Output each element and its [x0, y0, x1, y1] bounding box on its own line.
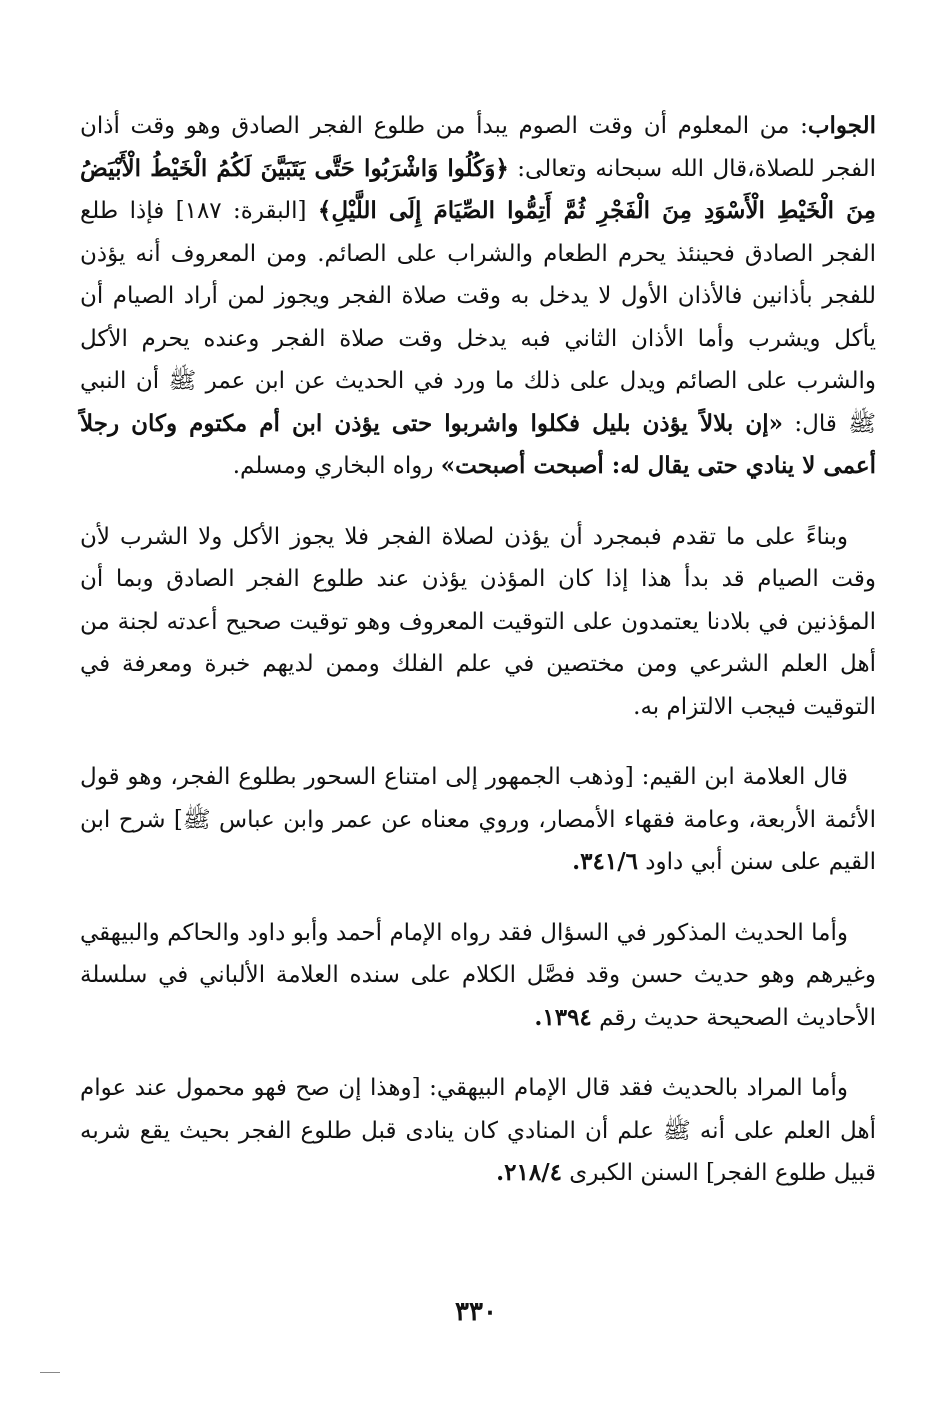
hadith-grading-paragraph [80, 912, 876, 1040]
ibn-qayyim-reference: ٣٤١/٦. [572, 848, 638, 875]
ruling-text: وبناءً على ما تقدم فبمجرد أن يؤذن لصلاة الفجر فلا يجوز الأكل ولا الشرب لأن وقت الصيام قد بدأ هذا إذا كان المؤذن يؤذن عند طلوع الفجر الصادق وبما أن المؤذنين في بلادنا يعتمدون على التوقيت المعروف وهو توقيت صحيح أعدته لجنة من أهل العلم الشرعي ومن مختصين في علم الفلك وممن لديهم خبرة ومعرفة في التوقيت فيجب الالتزام به. [80, 523, 876, 720]
hadith-grading-reference: ١٣٩٤. [534, 1003, 592, 1031]
page-number: ٣٣٠ [455, 1297, 497, 1327]
ibn-qayyim-text: قال العلامة ابن القيم: [وذهب الجمهور إلى امتناع السحور بطلوع الفجر، وهو قول الأئمة الأربعة، وعامة فقهاء الأمصار، وروي معناه عن عمر وابن عباس ﷺ] شرح ابن القيم على سنن أبي داود [80, 764, 876, 875]
bayhaqi-text: وأما المراد بالحديث فقد قال الإمام البيهقي: [وهذا إن صح فهو محمول عند عوام أهل العلم على أنه ﷺ علم أن المنادي كان ينادى قبل طلوع الفجر بحيث يقع شربه قبيل طلوع الفجر] السنن الكبرى [80, 1075, 876, 1186]
ibn-qayyim-paragraph [80, 756, 876, 884]
hadith-grading-text: وأما الحديث المذكور في السؤال فقد رواه الإمام أحمد وأبو داود والحاكم والبيهقي وغيرهم وهو حديث حسن وقد فصَّل الكلام على سنده العلامة الألباني في سلسلة الأحاديث الصحيحة حديث رقم [80, 919, 876, 1031]
footer-rule [40, 1372, 60, 1373]
bayhaqi-reference: ٢١٨/٤. [496, 1159, 562, 1186]
bayhaqi-paragraph [80, 1067, 876, 1195]
ruling-paragraph [80, 516, 876, 729]
hadith-source: رواه البخاري ومسلم. [232, 453, 441, 479]
answer-text-body: [البقرة: ١٨٧] فإذا طلع الفجر الصادق فحينئذ يحرم الطعام والشراب على الصائم. ومن المعروف أنه يؤذن للفجر بأذانين فالأذان الأول لا يدخل به وقت صلاة الفجر ويجوز لمن أراد الصيام أن يأكل ويشرب وأما الأذان الثاني فبه يدخل وقت صلاة الفجر وعنده يحرم الأكل والشرب على الصائم ويدل على ذلك ما ورد في الحديث عن ابن عمر ﷺ أن النبي ﷺ قال: [80, 198, 876, 437]
answer-text-intro: : من المعلوم أن وقت الصوم يبدأ من طلوع الفجر الصادق وهو وقت أذان الفجر للصلاة،قال الله سبحانه وتعالى: [80, 113, 876, 182]
answer-paragraph [80, 105, 876, 488]
answer-label: الجواب [807, 112, 876, 139]
page-body [80, 105, 876, 1195]
hadith-quote: «إن بلالاً يؤذن بليل فكلوا واشربوا حتى يؤذن ابن أم مكتوم وكان رجلاً أعمى لا ينادي حتى يقال له: أصبحت أصبحت» [80, 409, 876, 479]
quran-verse: ﴿وَكُلُوا وَاشْرَبُوا حَتَّى يَتَبَيَّنَ لَكُمُ الْخَيْطُ الْأَبْيَضُ مِنَ الْخَيْطِ الْأَسْوَدِ مِنَ الْفَجْرِ ثُمَّ أَتِمُّوا الصِّيَامَ إِلَى اللَّيْلِ﴾ [80, 154, 876, 224]
